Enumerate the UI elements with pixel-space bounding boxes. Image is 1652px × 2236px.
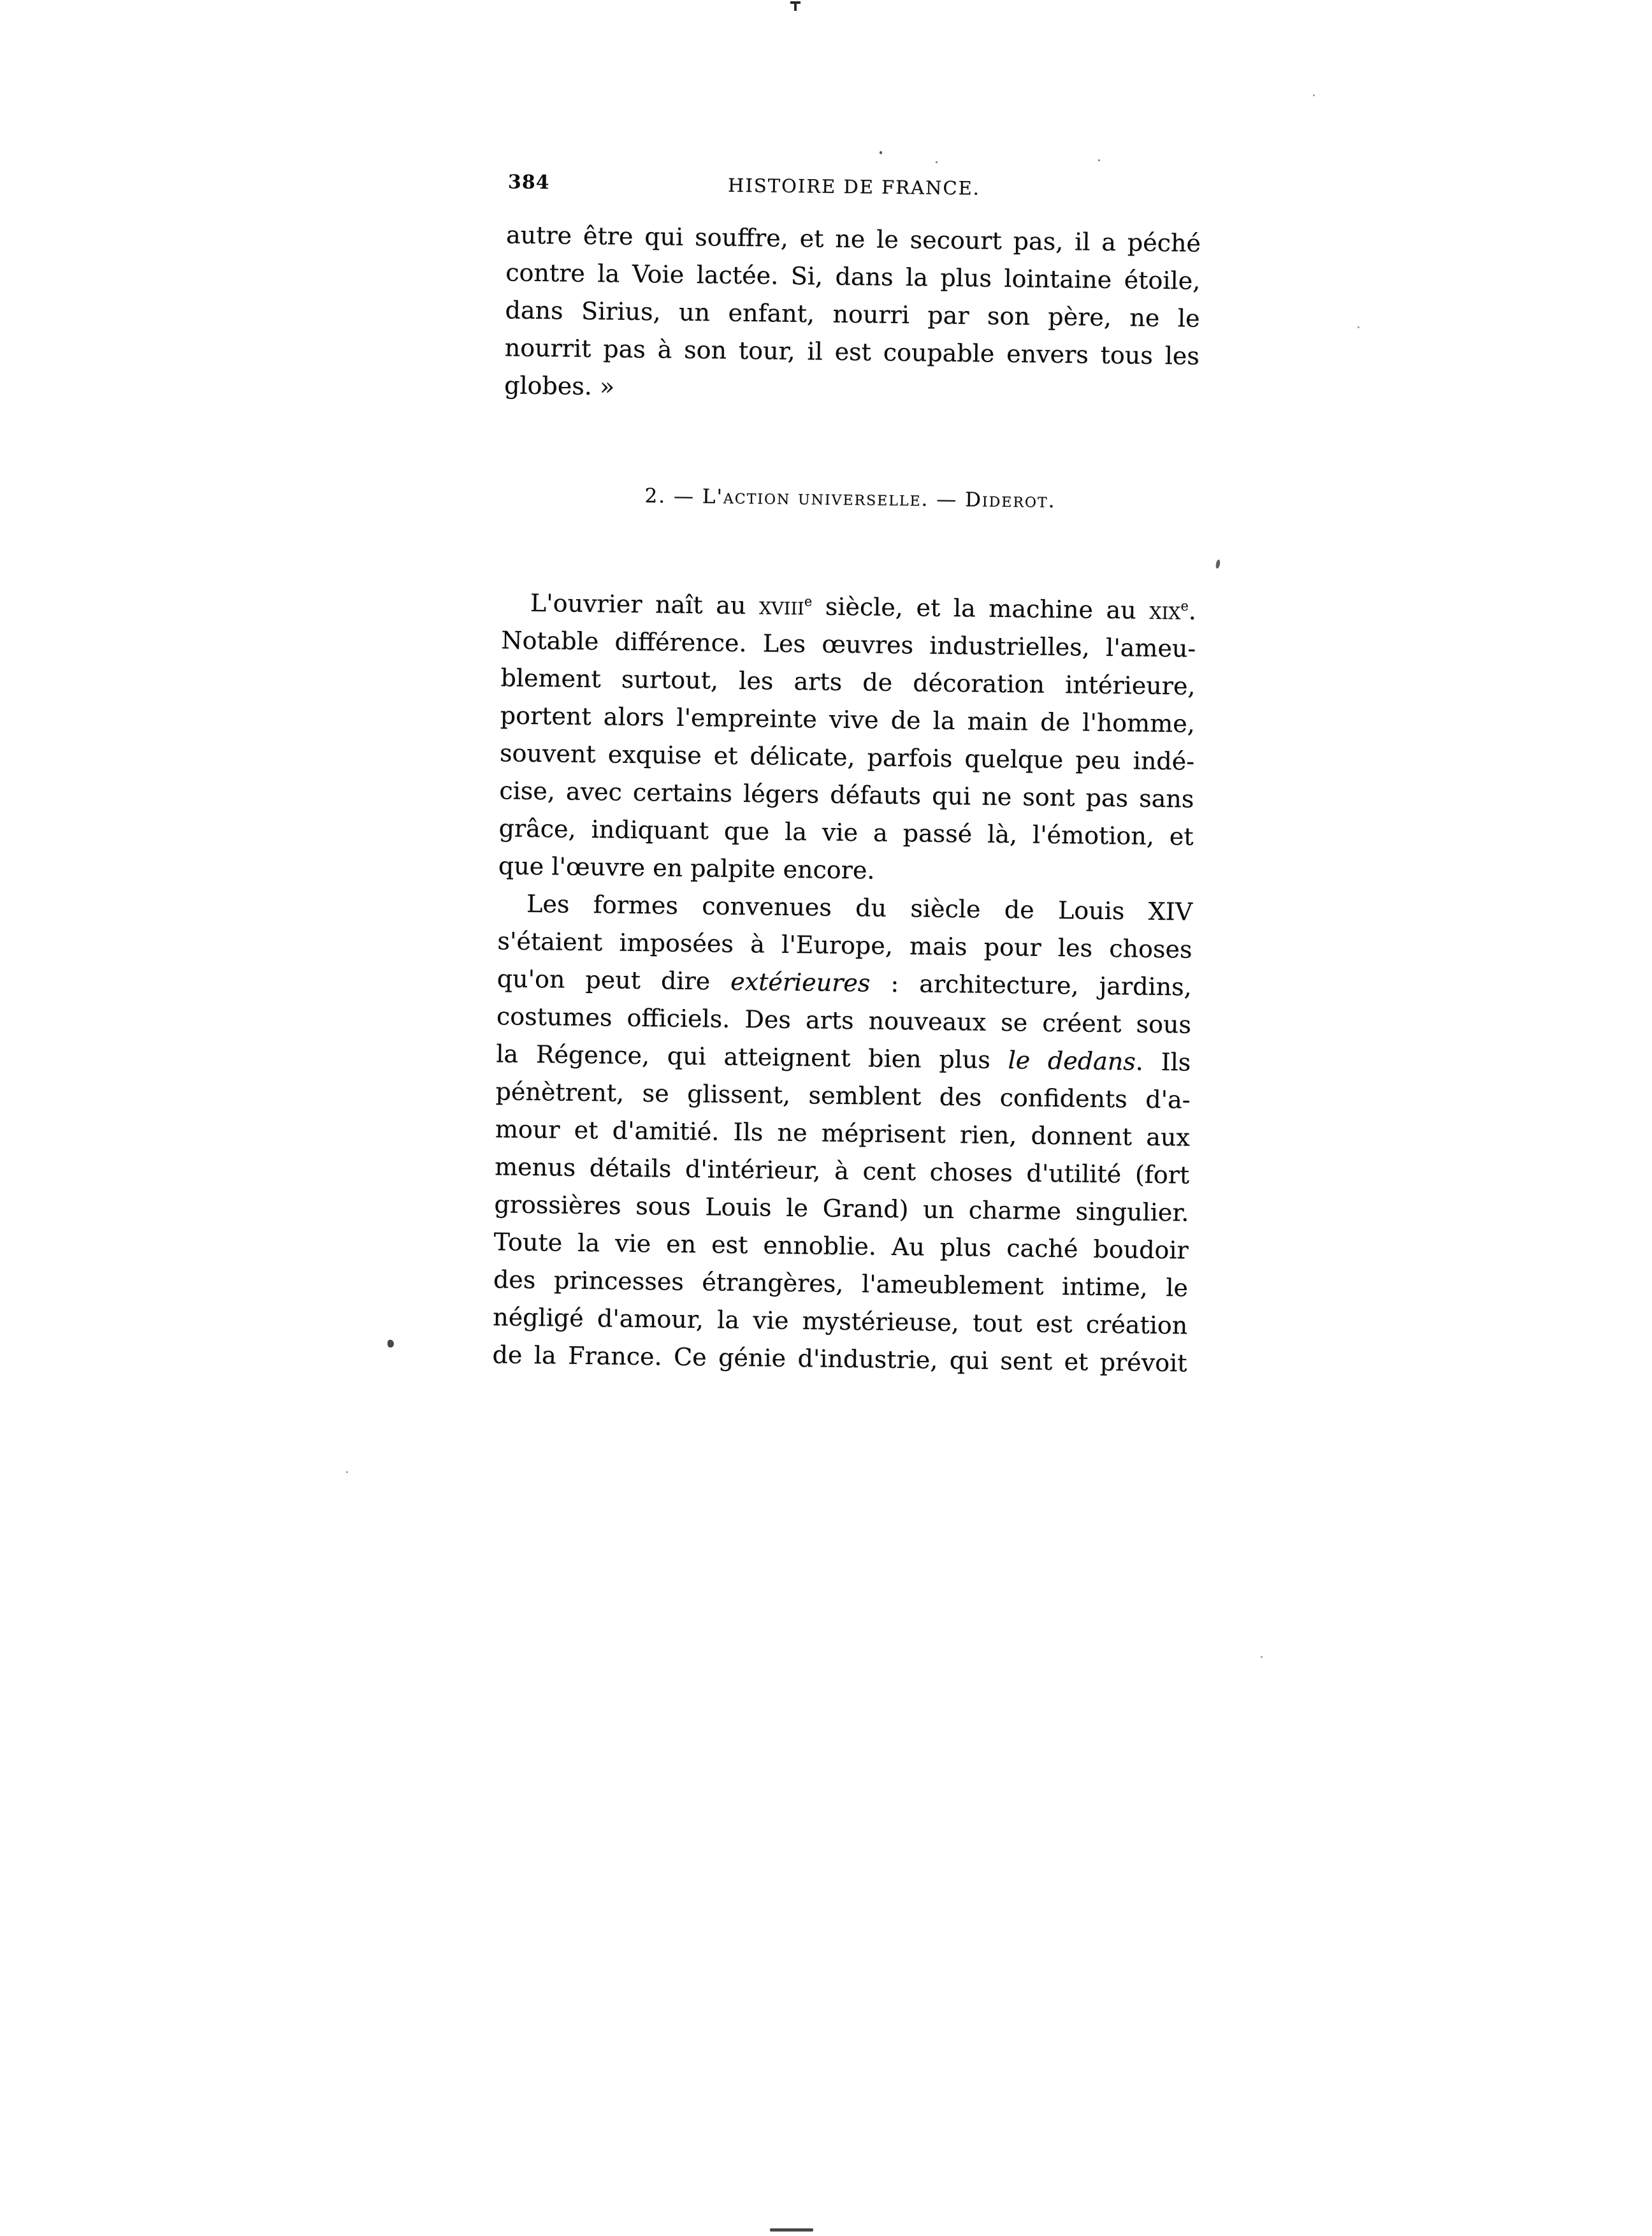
ink-speck xyxy=(936,161,938,163)
page-number: 384 xyxy=(507,171,550,194)
text-run: . Ils xyxy=(1135,1047,1191,1077)
superscript: e xyxy=(1180,598,1189,614)
running-title: HISTOIRE DE FRANCE. xyxy=(727,174,981,200)
italic-run: extérieures xyxy=(730,967,871,998)
text-line: s'étaient imposées à l'Europe, mais pour les choses xyxy=(497,927,1192,964)
text-line: portent alors l'empreinte vive de la main de l'homme, xyxy=(500,701,1195,738)
ink-speck xyxy=(1098,159,1100,161)
ink-speck xyxy=(346,1471,348,1473)
ink-speck xyxy=(770,2228,813,2232)
text-run: siècle, et la machine au xyxy=(811,592,1150,625)
paragraph-quote-end xyxy=(504,216,1201,412)
text-line: blement surtout, les arts de décoration intérieure, xyxy=(500,664,1196,701)
text-run: L'ouvrier naît au xyxy=(530,588,760,620)
text-run: : architecture, jardins, xyxy=(870,969,1192,1001)
ink-speck xyxy=(1358,326,1359,328)
roman-numeral: xviii xyxy=(758,592,804,621)
ink-speck xyxy=(388,1340,394,1347)
text-line: globes. » xyxy=(504,371,615,401)
running-head xyxy=(507,170,1201,203)
text-line: menus détails d'intérieur, à cent choses d'utilité (fort xyxy=(494,1152,1190,1189)
ink-speck xyxy=(789,1,802,15)
italic-run: le dedans xyxy=(1008,1046,1136,1076)
text-line: nourrit pas à son tour, il est coupable envers tous les xyxy=(504,333,1200,370)
text-line: que l'œuvre en palpite encore. xyxy=(498,852,875,885)
text-line: cise, avec certains légers défauts qui ne sont pas sans xyxy=(499,776,1194,813)
text-line: grâce, indiquant que la vie a passé là, l'émotion, et xyxy=(498,814,1194,851)
paragraph-formes xyxy=(492,885,1192,1382)
text-line: mour et d'amitié. Ils ne méprisent rien, donnent aux xyxy=(495,1115,1191,1152)
text-run: qu'on peut dire xyxy=(496,964,731,996)
ink-speck xyxy=(1261,1656,1263,1658)
text-line: souvent exquise et délicate, parfois quelque peu indé- xyxy=(499,739,1195,776)
text-line: contre la Voie lactée. Si, dans la plus lointaine étoile, xyxy=(505,258,1201,295)
superscript: e xyxy=(804,593,813,609)
text-run: . xyxy=(1188,597,1197,625)
text-line: costumes officiels. Des arts nouveaux se créent sous xyxy=(496,1002,1192,1039)
text-line: des princesses étrangères, l'ameublement intime, le xyxy=(493,1265,1189,1302)
text-line: Notable différence. Les œuvres industrielles, l'ameu- xyxy=(500,626,1196,663)
ink-speck xyxy=(1313,94,1315,96)
text-line: pénètrent, se glissent, semblent des confidents d'a- xyxy=(495,1077,1191,1114)
text-line: autre être qui souffre, et ne le secourt pas, il a péché xyxy=(505,221,1201,258)
text-line: de la France. Ce génie d'industrie, qui sent et prévoit xyxy=(492,1340,1187,1377)
text-line: Les formes convenues du siècle de Louis XIV xyxy=(526,889,1193,926)
roman-numeral: xix xyxy=(1149,596,1181,625)
section-heading: 2. — L'action universelle. — Diderot. xyxy=(644,484,1056,512)
text-run: la Régence, qui atteignent bien plus xyxy=(496,1040,1008,1075)
ink-speck xyxy=(880,151,882,154)
paragraph-ouvrier xyxy=(498,584,1197,893)
text-line: négligé d'amour, la vie mystérieuse, tout est création xyxy=(492,1303,1188,1340)
text-line: grossières sous Louis le Grand) un charme singulier. xyxy=(494,1190,1189,1227)
text-line: dans Sirius, un enfant, nourri par son père, ne le xyxy=(505,296,1200,333)
text-line: Toute la vie en est ennoblie. Au plus caché boudoir xyxy=(493,1228,1189,1265)
